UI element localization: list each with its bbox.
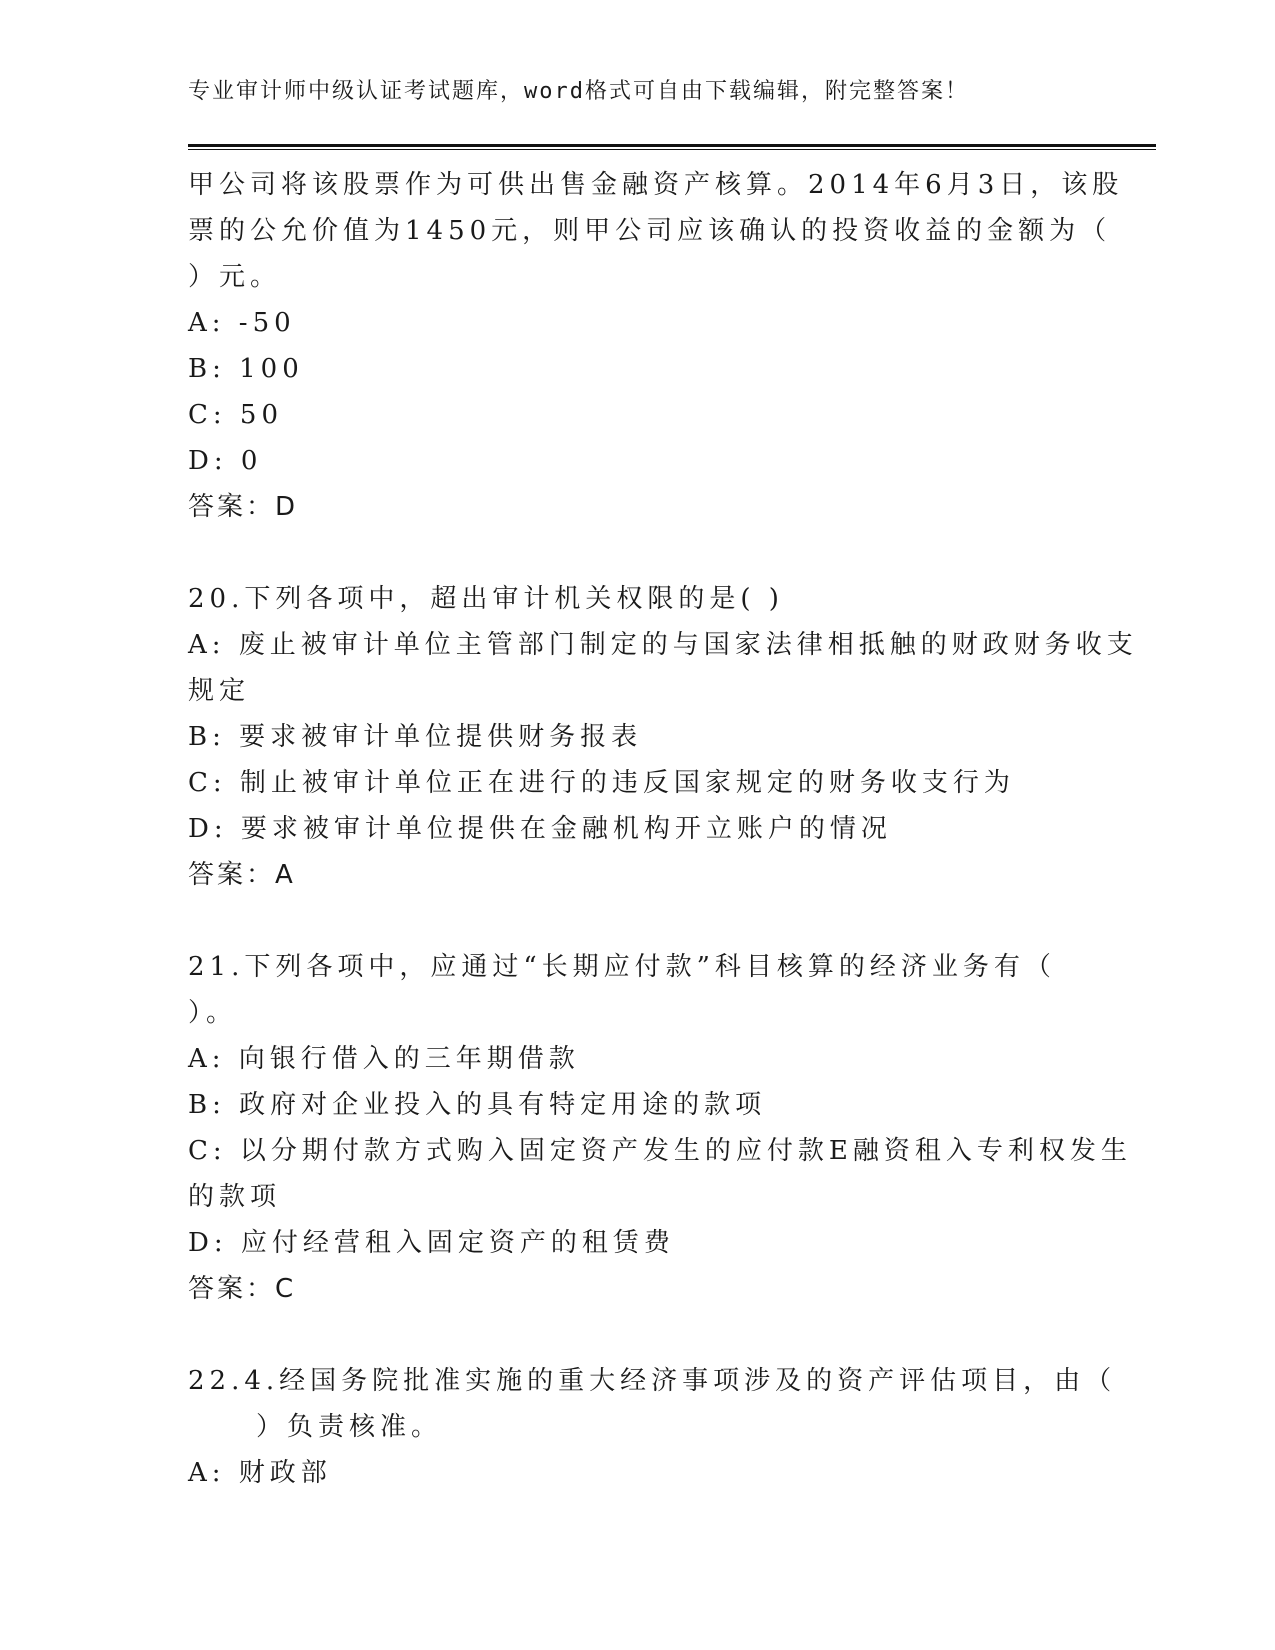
answer: 答案：D — [188, 492, 299, 522]
answer: 答案：C — [188, 1274, 297, 1304]
option-d: D: 应付经营租入固定资产的租赁费 — [188, 1228, 675, 1258]
option-d: D: 0 — [188, 446, 263, 476]
answer: 答案：A — [188, 860, 296, 890]
option-c: C: 制止被审计单位正在进行的违反国家规定的财务收支行为 — [188, 768, 1015, 798]
option-b: B: 政府对企业投入的具有特定用途的款项 — [188, 1090, 767, 1120]
question-text: 甲公司将该股票作为可供出售金融资产核算。2014年6月3日，该股 — [188, 170, 1124, 200]
spacer — [188, 898, 1088, 944]
spacer — [188, 1312, 1088, 1358]
option-a: A: 财政部 — [188, 1458, 332, 1488]
question-22-text-continued: ）负责核准。 — [256, 1412, 443, 1442]
header-rule-thin — [188, 149, 1156, 150]
header-rule-thick — [188, 144, 1156, 147]
question-20-text: 20.下列各项中，超出审计机关权限的是( ) — [188, 584, 784, 614]
option-a-continued: 规定 — [188, 676, 251, 706]
question-text: 票的公允价值为1450元，则甲公司应该确认的投资收益的金额为（ — [188, 216, 1112, 246]
option-a: A: 向银行借入的三年期借款 — [188, 1044, 580, 1074]
option-c-continued: 的款项 — [188, 1182, 282, 1212]
question-21-text: 21.下列各项中，应通过“长期应付款”科目核算的经济业务有（ — [188, 952, 1056, 982]
question-22-text: 22.4.经国务院批准实施的重大经济事项涉及的资产评估项目，由（ — [188, 1366, 1117, 1396]
option-c: C: 以分期付款方式购入固定资产发生的应付款E融资租入专利权发生 — [188, 1136, 1132, 1166]
option-b: B: 100 — [188, 354, 304, 384]
option-b: B: 要求被审计单位提供财务报表 — [188, 722, 643, 752]
option-a: A: -50 — [188, 308, 296, 338]
document-body — [188, 162, 1138, 1496]
question-text: ）元。 — [188, 262, 282, 292]
page-header: 专业审计师中级认证考试题库，word格式可自由下载编辑，附完整答案！ — [188, 79, 969, 104]
question-21-text-continued: ）。 — [188, 998, 238, 1028]
option-d: D: 要求被审计单位提供在金融机构开立账户的情况 — [188, 814, 892, 844]
option-c: C: 50 — [188, 400, 284, 430]
option-a: A: 废止被审计单位主管部门制定的与国家法律相抵触的财政财务收支 — [188, 630, 1138, 660]
spacer — [188, 530, 1088, 576]
